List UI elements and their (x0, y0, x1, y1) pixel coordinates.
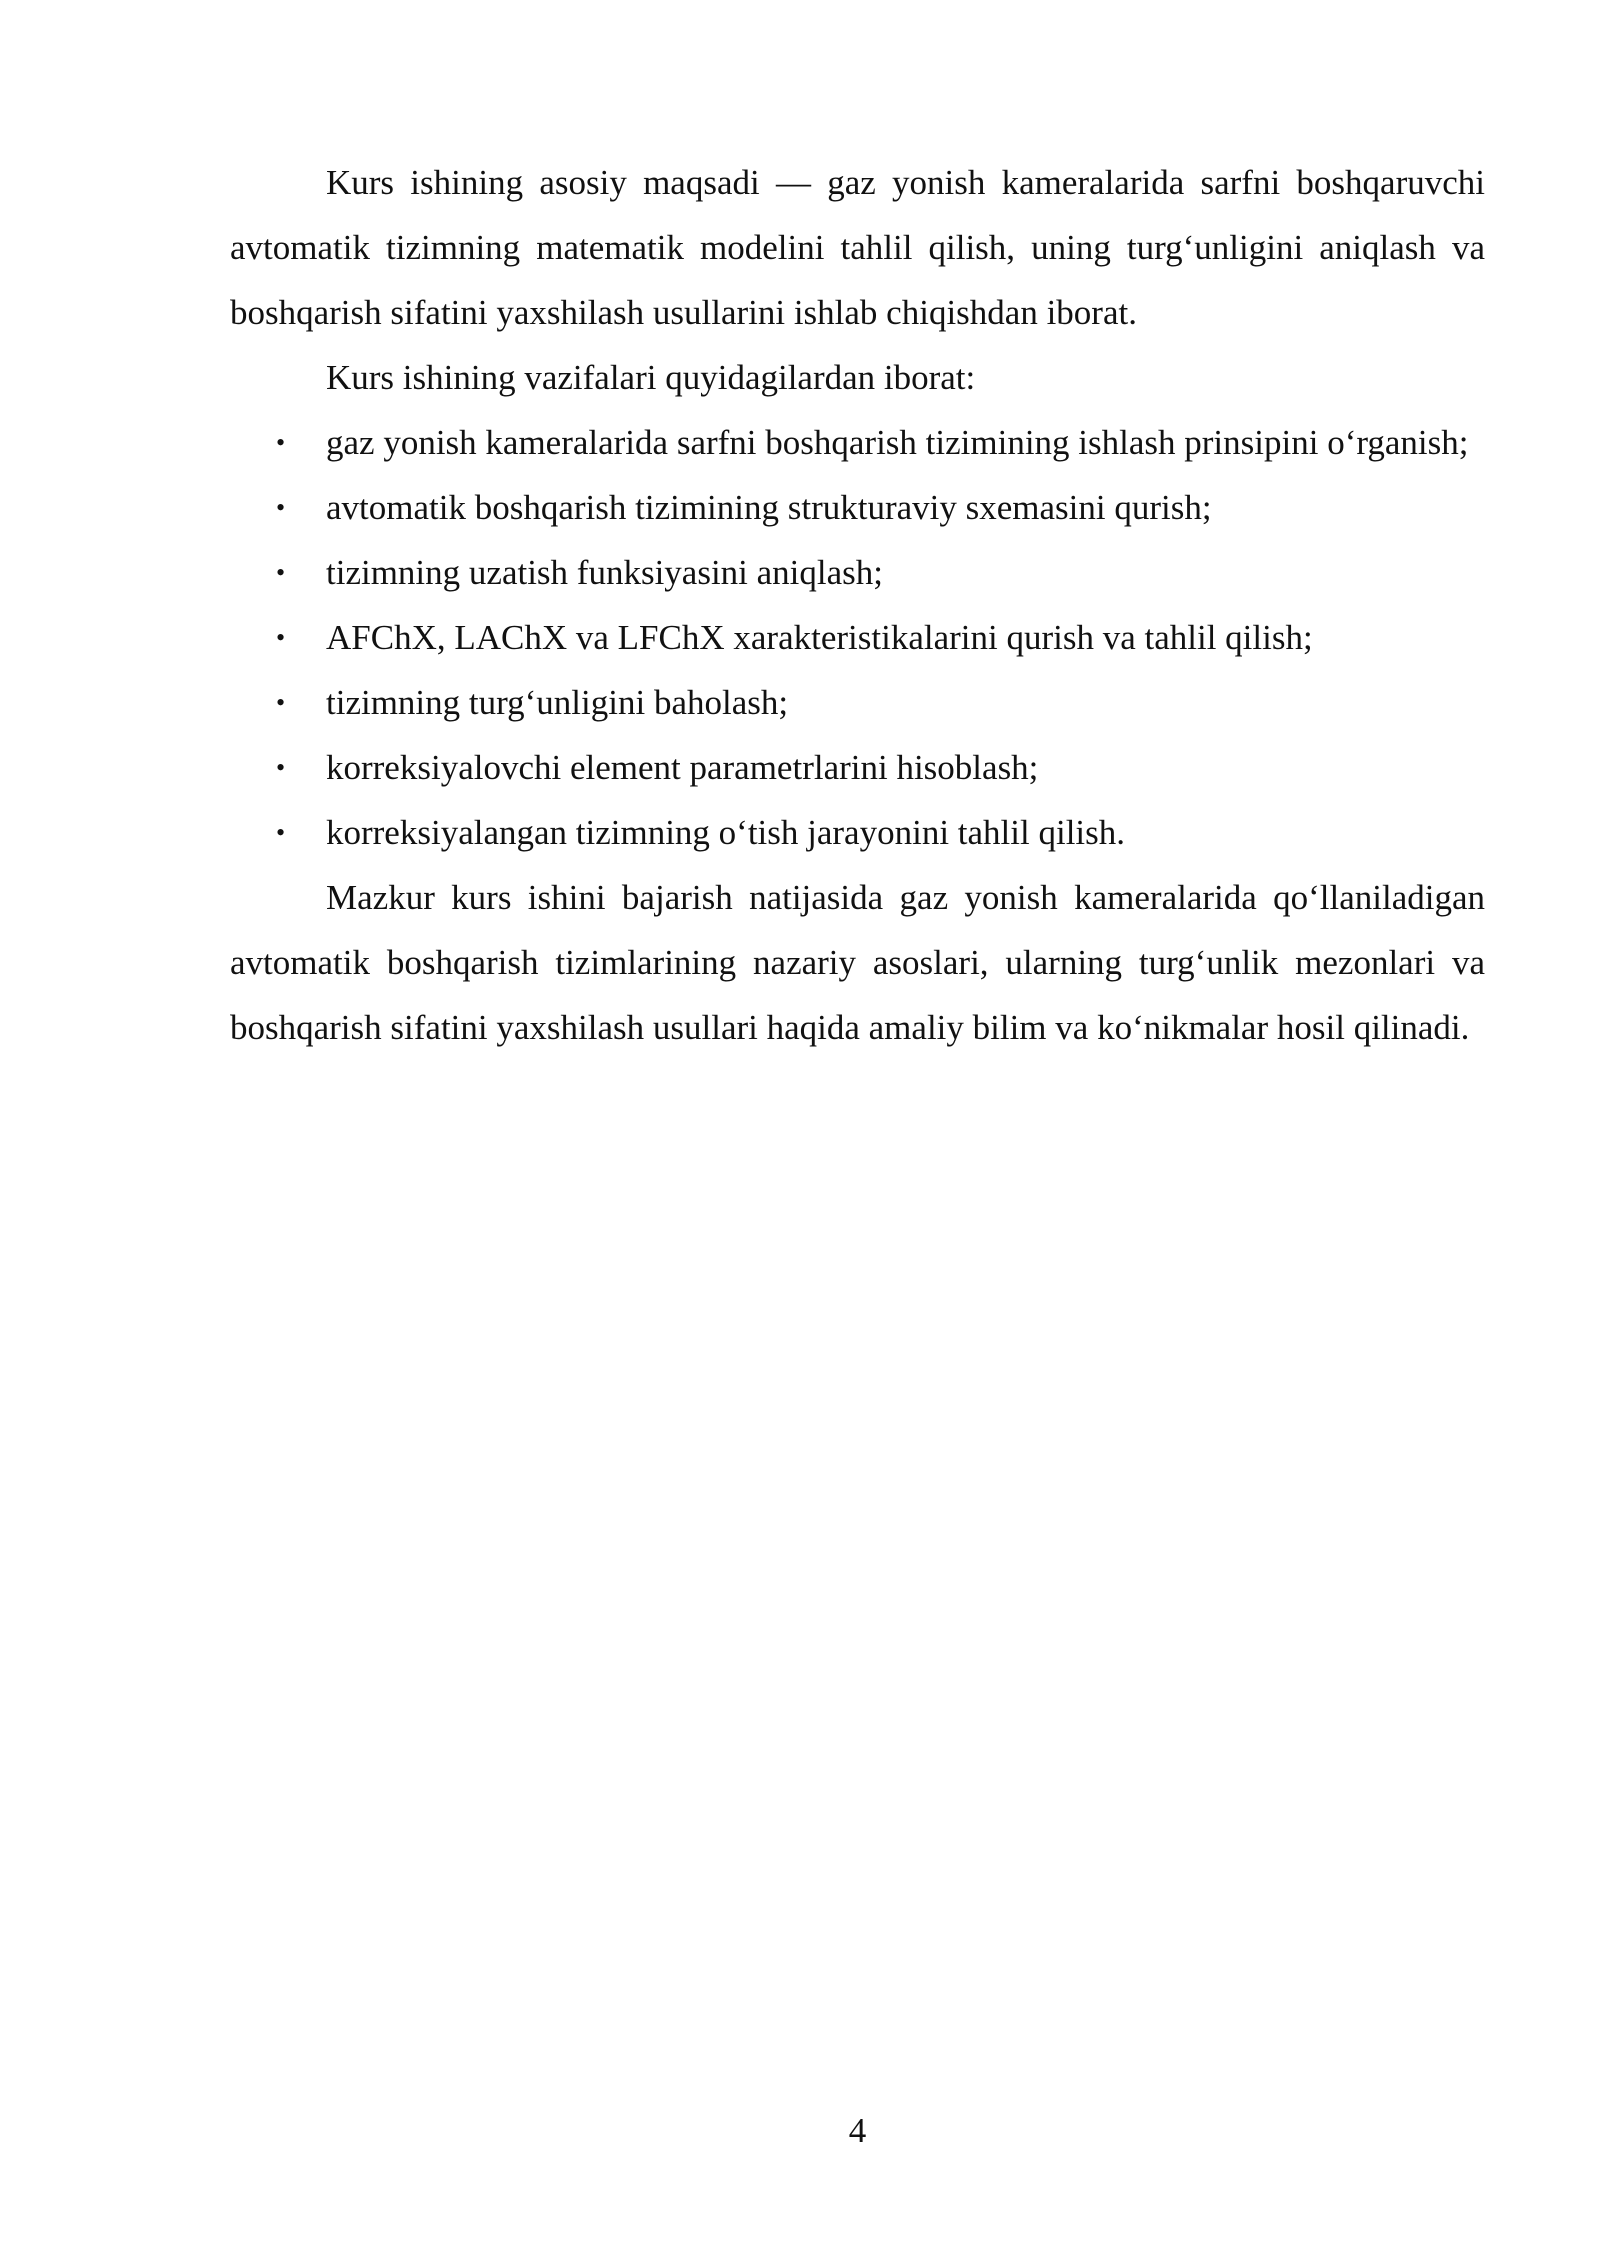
list-item-text: gaz yonish kameralarida sarfni boshqarish tizimining ishlash prinsipini o‘rganish; (326, 423, 1469, 462)
paragraph-goal: Kurs ishining asosiy maqsadi — gaz yonish kameralarida sarfni boshqaruvchi avtomatik tizimning matematik modelini tahlil qilish, uning turg‘unligini aniqlash va boshqarish sifatini yaxshilash usullarini ishlab chiqishdan iborat. (230, 163, 1485, 332)
bullet-icon: • (276, 558, 286, 587)
bullet-icon: • (276, 818, 286, 847)
list-item-text: avtomatik boshqarish tizimining strukturaviy sxemasini qurish; (326, 488, 1212, 527)
list-item-text: tizimning turg‘unligini baholash; (326, 683, 789, 722)
list-item (230, 670, 1485, 735)
list-item (230, 475, 1485, 540)
bullet-icon: • (276, 753, 286, 782)
list-item (230, 735, 1485, 800)
paragraph-conclusion: Mazkur kurs ishini bajarish natijasida gaz yonish kameralarida qo‘llaniladigan avtomatik boshqarish tizimlarining nazariy asoslari, ularning turg‘unlik mezonlari va boshqarish sifatini yaxshilash usullari haqida amaliy bilim va ko‘nikmalar hosil qilinadi. (230, 878, 1485, 1047)
list-item-text: korreksiyalovchi element parametrlarini hisoblash; (326, 748, 1039, 787)
bullet-icon: • (276, 623, 286, 652)
list-item-text: tizimning uzatish funksiyasini aniqlash; (326, 553, 884, 592)
task-list (230, 410, 1485, 865)
list-item-text: AFChX, LAChX va LFChX xarakteristikalarini qurish va tahlil qilish; (326, 618, 1313, 657)
paragraph-tasks-intro: Kurs ishining vazifalari quyidagilardan iborat: (326, 358, 976, 397)
page-body (230, 150, 1485, 1060)
bullet-icon: • (276, 493, 286, 522)
page-number: 4 (848, 2111, 867, 2150)
list-item (230, 540, 1485, 605)
list-item (230, 410, 1485, 475)
bullet-icon: • (276, 428, 286, 457)
list-item (230, 800, 1485, 865)
list-item (230, 605, 1485, 670)
bullet-icon: • (276, 688, 286, 717)
list-item-text: korreksiyalangan tizimning o‘tish jarayonini tahlil qilish. (326, 813, 1126, 852)
